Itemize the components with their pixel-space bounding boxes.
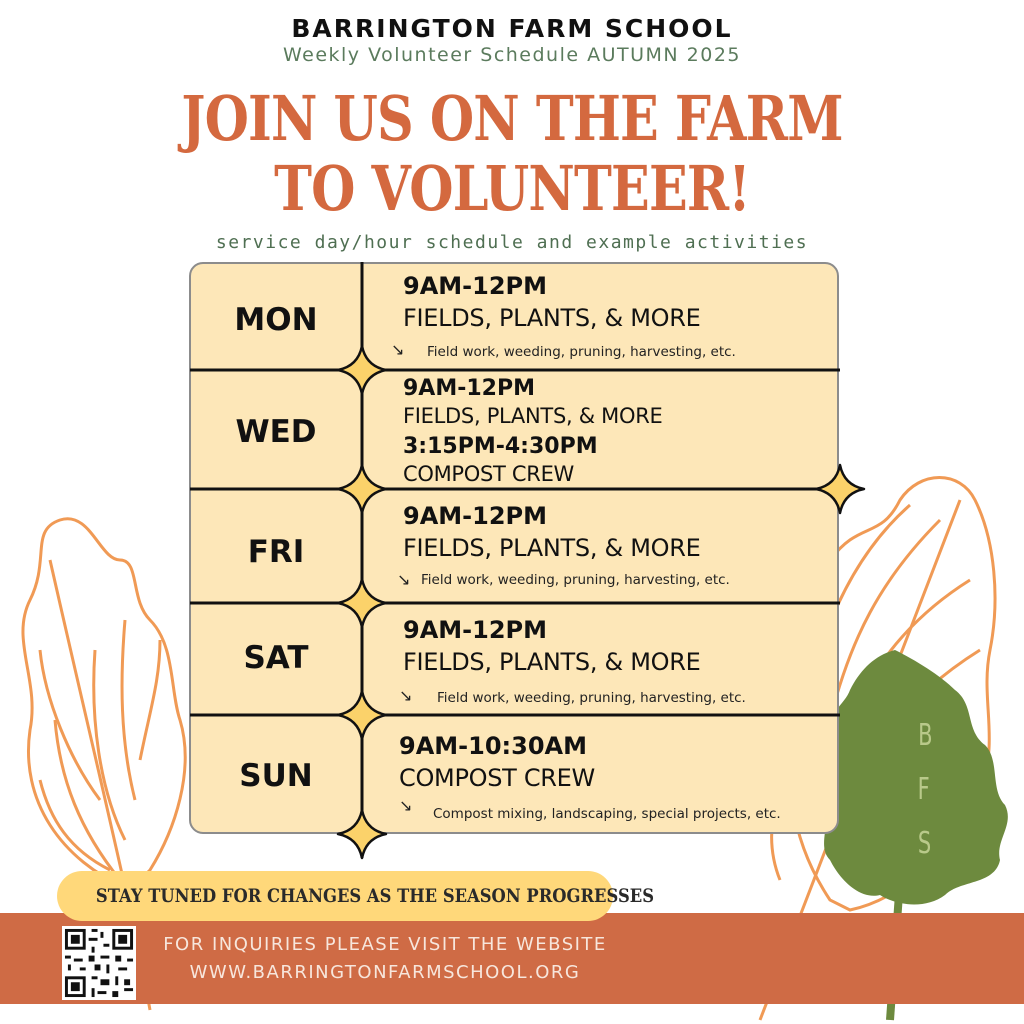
tagline: service day/hour schedule and example activities: [215, 232, 809, 253]
activity-label: COMPOST CREW: [399, 764, 595, 792]
sparkle-icon: [338, 810, 386, 858]
headline-line-2: TO VOLUNTEER!: [274, 152, 750, 225]
arrow-icon: ↘: [399, 686, 413, 705]
arrow-icon: ↘: [397, 570, 411, 589]
activity-label: FIELDS, PLANTS, & MORE: [403, 404, 663, 428]
sparkle-icon: [816, 465, 864, 513]
activity-label: FIELDS, PLANTS, & MORE: [403, 534, 701, 562]
qr-code-icon[interactable]: [62, 926, 136, 1000]
time-slot: 9AM-12PM: [403, 272, 547, 300]
footer-bar: [0, 913, 1024, 1004]
footer-inquiry-text: FOR INQUIRIES PLEASE VISIT THE WEBSITE: [163, 934, 607, 955]
sparkle-icon: [338, 691, 386, 739]
sparkle-icon: [338, 465, 386, 513]
time-slot: 9AM-10:30AM: [399, 732, 587, 760]
sparkle-icon: [338, 579, 386, 627]
day-label: SAT: [243, 640, 309, 676]
day-label: SUN: [239, 758, 313, 794]
org-name: BARRINGTON FARM SCHOOL: [291, 14, 733, 43]
activity-label: COMPOST CREW: [403, 462, 575, 486]
activity-note: Field work, weeding, pruning, harvesting, etc.: [437, 690, 746, 706]
sparkle-icon: [338, 346, 386, 394]
time-slot: 3:15PM-4:30PM: [403, 434, 598, 459]
website-link[interactable]: WWW.BARRINGTONFARMSCHOOL.ORG: [189, 962, 581, 983]
arrow-icon: ↘: [399, 796, 413, 815]
headline-line-1: JOIN US ON THE FARM: [181, 82, 843, 155]
leaf-monogram-letter: F: [917, 772, 930, 807]
season-banner-text: STAY TUNED FOR CHANGES AS THE SEASON PROGRESSES: [95, 885, 655, 907]
activity-label: FIELDS, PLANTS, & MORE: [403, 648, 701, 676]
day-label: WED: [235, 414, 317, 450]
time-slot: 9AM-12PM: [403, 616, 547, 644]
activity-note: Field work, weeding, pruning, harvesting, etc.: [427, 344, 736, 360]
day-label: MON: [234, 302, 318, 338]
activity-note: Compost mixing, landscaping, special projects, etc.: [433, 806, 781, 822]
activity-label: FIELDS, PLANTS, & MORE: [403, 304, 701, 332]
activity-note: Field work, weeding, pruning, harvesting, etc.: [421, 572, 730, 588]
leaf-monogram-letter: S: [917, 826, 932, 861]
leaf-monogram-letter: B: [918, 718, 933, 753]
season-banner: [57, 871, 655, 921]
schedule-subtitle: Weekly Volunteer Schedule AUTUMN 2025: [282, 44, 742, 66]
time-slot: 9AM-12PM: [403, 502, 547, 530]
time-slot: 9AM-12PM: [403, 376, 535, 401]
arrow-icon: ↘: [391, 340, 405, 359]
day-label: FRI: [247, 534, 305, 570]
